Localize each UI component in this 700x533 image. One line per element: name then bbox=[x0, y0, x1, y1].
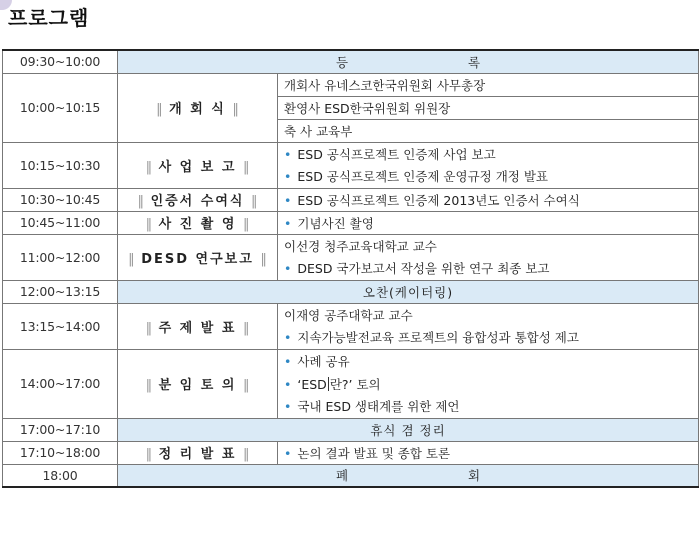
detail-cell bbox=[278, 326, 699, 349]
session-cell bbox=[118, 73, 278, 142]
time-cell: 12:00~13:15 bbox=[3, 280, 118, 303]
bullet-icon: • bbox=[284, 445, 292, 461]
session-label: DESD 연구보고 bbox=[141, 251, 254, 267]
bullet-icon: • bbox=[284, 399, 292, 415]
detail-text: ESD 공식프로젝트 인증제 운영규정 개정 발표 bbox=[297, 169, 548, 185]
time-cell: 10:30~10:45 bbox=[3, 188, 118, 211]
table-row bbox=[3, 418, 699, 441]
detail-cell bbox=[278, 211, 699, 234]
detail-cell: 이선경 청주교육대학교 교수 bbox=[278, 234, 699, 257]
time-cell: 14:00~17:00 bbox=[3, 349, 118, 418]
time-cell: 10:00~10:15 bbox=[3, 73, 118, 142]
table-row bbox=[3, 234, 699, 257]
session-bar-icon: ‖ bbox=[242, 378, 250, 393]
session-bar-icon: ‖ bbox=[242, 159, 250, 175]
table-row bbox=[3, 441, 699, 464]
session-bar-icon: ‖ bbox=[156, 102, 163, 117]
session-label: 주 제 발 표 bbox=[158, 320, 237, 336]
time-cell: 13:15~14:00 bbox=[3, 303, 118, 349]
table-row bbox=[3, 50, 699, 73]
session-bar-icon: ‖ bbox=[145, 320, 153, 336]
session-bar-icon: ‖ bbox=[242, 320, 250, 336]
session-bar-icon: ‖ bbox=[145, 378, 153, 393]
time-cell: 18:00 bbox=[3, 464, 118, 487]
session-label: 인증서 수여식 bbox=[150, 194, 245, 209]
detail-text: 기념사진 촬영 bbox=[297, 215, 374, 231]
detail-text: ‘ESD bbox=[297, 376, 327, 392]
detail-text: ESD 공식프로젝트 인증제 2013년도 인증서 수여식 bbox=[297, 192, 580, 208]
session-bar-icon: ‖ bbox=[242, 217, 250, 232]
bullet-icon: • bbox=[284, 353, 292, 369]
detail-text: 국내 ESD 생태계를 위한 제언 bbox=[297, 399, 460, 415]
page-title: 프로그램 bbox=[8, 6, 90, 30]
session-label: 분 임 토 의 bbox=[158, 378, 237, 393]
session-label: 개 회 식 bbox=[169, 102, 226, 117]
detail-cell bbox=[278, 441, 699, 464]
time-cell: 10:15~10:30 bbox=[3, 142, 118, 188]
session-cell bbox=[118, 234, 278, 280]
detail-text: 논의 결과 발표 및 종합 토론 bbox=[297, 445, 451, 461]
band-cell bbox=[118, 50, 699, 73]
table-row bbox=[3, 142, 699, 165]
detail-text: 지속가능발전교육 프로젝트의 융합성과 통합성 제고 bbox=[297, 330, 579, 346]
bullet-icon: • bbox=[284, 330, 292, 346]
table-row bbox=[3, 464, 699, 487]
session-bar-icon: ‖ bbox=[250, 194, 258, 209]
session-cell bbox=[118, 303, 278, 349]
detail-cell bbox=[278, 142, 699, 165]
session-bar-icon: ‖ bbox=[260, 251, 267, 267]
detail-cell: 환영사 ESD한국위원회 위원장 bbox=[278, 96, 699, 119]
bullet-icon: • bbox=[284, 192, 292, 208]
band-cell bbox=[118, 464, 699, 487]
time-cell: 09:30~10:00 bbox=[3, 50, 118, 73]
detail-cell bbox=[278, 188, 699, 211]
bullet-icon: • bbox=[284, 146, 292, 162]
bullet-icon: • bbox=[284, 169, 292, 185]
session-bar-icon: ‖ bbox=[128, 251, 135, 267]
time-cell: 17:00~17:10 bbox=[3, 418, 118, 441]
band-cell: 오찬(케이터링) bbox=[118, 280, 699, 303]
table-row bbox=[3, 188, 699, 211]
program-table bbox=[2, 49, 699, 488]
text-cursor bbox=[328, 377, 329, 391]
detail-cell bbox=[278, 395, 699, 418]
time-cell: 17:10~18:00 bbox=[3, 441, 118, 464]
detail-text: ESD 공식프로젝트 인증제 사업 보고 bbox=[297, 146, 496, 162]
table-row bbox=[3, 73, 699, 96]
bullet-icon: • bbox=[284, 215, 292, 231]
session-cell bbox=[118, 211, 278, 234]
bullet-icon: • bbox=[284, 261, 292, 277]
detail-cell bbox=[278, 349, 699, 372]
bullet-icon: • bbox=[284, 376, 292, 392]
table-row bbox=[3, 349, 699, 372]
table-row bbox=[3, 280, 699, 303]
session-label: 사 업 보 고 bbox=[158, 159, 237, 175]
session-bar-icon: ‖ bbox=[145, 217, 153, 232]
detail-cell bbox=[278, 257, 699, 280]
detail-cell bbox=[278, 165, 699, 188]
session-bar-icon: ‖ bbox=[145, 159, 153, 175]
time-cell: 10:45~11:00 bbox=[3, 211, 118, 234]
band-cell: 휴식 겸 정리 bbox=[118, 418, 699, 441]
session-cell bbox=[118, 188, 278, 211]
session-bar-icon: ‖ bbox=[137, 194, 145, 209]
detail-text: 사례 공유 bbox=[297, 353, 350, 369]
session-label: 정 리 발 표 bbox=[158, 447, 237, 462]
detail-cell bbox=[278, 372, 699, 395]
detail-cell: 이재영 공주대학교 교수 bbox=[278, 303, 699, 326]
session-label: 사 진 촬 영 bbox=[158, 217, 237, 232]
band-label: 등 록 bbox=[335, 54, 539, 70]
session-bar-icon: ‖ bbox=[145, 447, 153, 462]
table-row bbox=[3, 303, 699, 326]
time-cell: 11:00~12:00 bbox=[3, 234, 118, 280]
detail-text: DESD 국가보고서 작성을 위한 연구 최종 보고 bbox=[297, 261, 550, 277]
detail-text: 란?’ 토의 bbox=[329, 376, 381, 392]
band-label: 폐 회 bbox=[335, 468, 539, 484]
detail-cell: 개회사 유네스코한국위원회 사무총장 bbox=[278, 73, 699, 96]
detail-cell: 축 사 교육부 bbox=[278, 119, 699, 142]
session-cell bbox=[118, 142, 278, 188]
table-row bbox=[3, 211, 699, 234]
session-cell bbox=[118, 349, 278, 418]
session-cell bbox=[118, 441, 278, 464]
session-bar-icon: ‖ bbox=[242, 447, 250, 462]
session-bar-icon: ‖ bbox=[232, 102, 239, 117]
